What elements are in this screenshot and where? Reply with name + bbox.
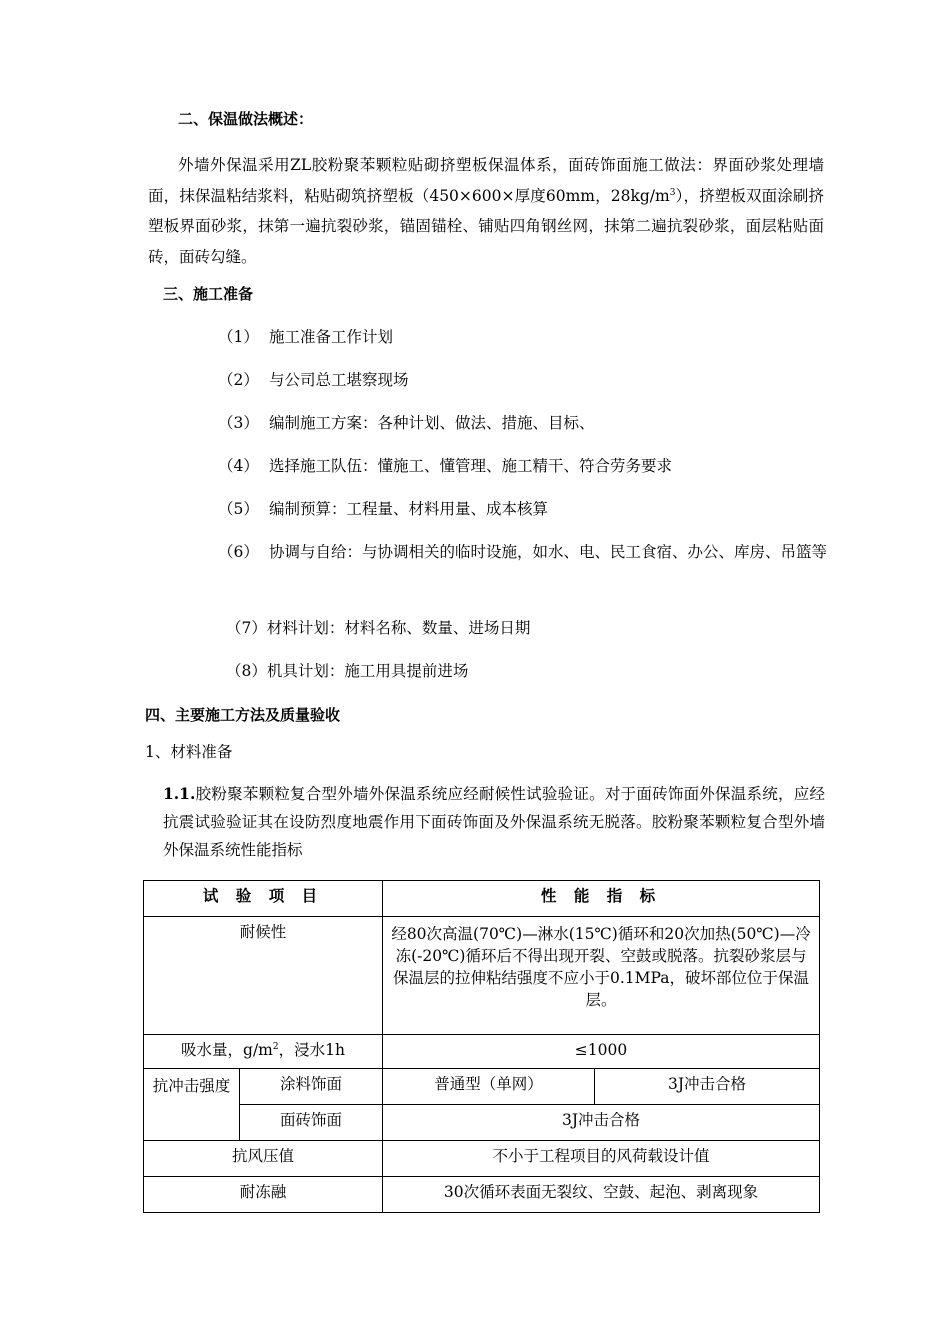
wind-value: 不小于工程项目的风荷载设计值 <box>383 1141 820 1177</box>
list-item-number: （1） <box>218 328 259 346</box>
table-row <box>144 1035 820 1069</box>
performance-table <box>143 880 820 1213</box>
list-item-number: （6） <box>218 543 259 561</box>
list-item: （7）材料计划：材料名称、数量、进场日期 <box>226 619 531 637</box>
water-value: ≤1000 <box>383 1035 820 1069</box>
list-item: 编制施工方案：各种计划、做法、措施、目标、 <box>269 414 595 432</box>
freeze-value: 30次循环表面无裂纹、空鼓、起泡、剥离现象 <box>383 1177 820 1213</box>
paragraph-number: 1.1. <box>163 784 196 803</box>
section2-paragraph <box>148 150 824 272</box>
subsection-title: 1、材料准备 <box>145 743 233 761</box>
tile-value: 3J冲击合格 <box>383 1105 820 1141</box>
table-row <box>144 1069 820 1105</box>
list-item-number: （3） <box>218 414 259 432</box>
list-item: 选择施工队伍：懂施工、懂管理、施工精干、符合劳务要求 <box>269 457 673 475</box>
section2-paragraph-a: 外墙外保温采用ZL胶粉聚苯颗粒贴砌挤塑板保温体系，面砖饰面施工做法：界面砂浆处理墙面，抹保温粘结浆料，粘贴砌筑挤塑板（450×600×厚度60mm，28kg/m <box>148 156 824 205</box>
list-item: 与公司总工堪察现场 <box>269 371 409 389</box>
table-row <box>144 1141 820 1177</box>
paragraph-text: 胶粉聚苯颗粒复合型外墙外保温系统应经耐候性试验验证。对于面砖饰面外保温系统，应经抗震试验验证其在设防烈度地震作用下面砖饰面及外保温系统无脱落。胶粉聚苯颗粒复合型外墙外保温系统性能指标 <box>163 785 825 859</box>
section2-paragraph-b: ），挤塑板双面涂刷挤塑板界面砂浆，抹第一遍抗裂砂浆，锚固锚栓、铺贴四角钢丝网，抹第二遍抗裂砂浆，面层粘贴面砖，面砖勾缝。 <box>148 186 824 266</box>
table-row <box>144 917 820 1035</box>
coating-label: 涂料饰面 <box>240 1069 383 1105</box>
section3-heading: 三、施工准备 <box>163 285 254 303</box>
list-item: （8）机具计划：施工用具提前进场 <box>226 662 469 680</box>
water-label-b: ，浸水1h <box>278 1041 345 1059</box>
square-superscript: 2 <box>272 1041 279 1052</box>
list-item: 编制预算：工程量、材料用量、成本核算 <box>269 500 549 518</box>
list-item: 施工准备工作计划 <box>269 328 394 346</box>
section2-heading: 二、保温做法概述： <box>178 110 314 128</box>
list-item-number: （4） <box>218 457 259 475</box>
table-header-row <box>144 881 820 917</box>
table-row <box>144 1177 820 1213</box>
header-test-item: 试 验 项 目 <box>144 881 383 917</box>
freeze-label: 耐冻融 <box>144 1177 383 1213</box>
water-label-a: 吸水量，g/m <box>181 1041 273 1059</box>
subsection-paragraph <box>163 780 825 864</box>
coating-type: 普通型（单网） <box>383 1069 595 1105</box>
impact-label: 抗冲击强度 <box>144 1069 240 1141</box>
list-item-number: （5） <box>218 500 259 518</box>
wind-label: 抗风压值 <box>144 1141 383 1177</box>
table-row <box>144 1105 820 1141</box>
weather-value: 经80次高温(70℃)—淋水(15℃)循环和20次加热(50℃)—冷冻(-20℃)循环后不得出现开裂、空鼓或脱落。抗裂砂浆层与保温层的拉伸粘结强度不应小于0.1MPa，破坏部位位于保温层。 <box>383 917 820 1035</box>
water-label <box>144 1035 383 1069</box>
list-item: 协调与自给：与协调相关的临时设施，如水、电、民工食宿、办公、库房、吊篮等 <box>269 543 828 561</box>
weather-label: 耐候性 <box>144 917 383 1035</box>
coating-value: 3J冲击合格 <box>595 1069 820 1105</box>
tile-label: 面砖饰面 <box>240 1105 383 1141</box>
list-item-number: （2） <box>218 371 259 389</box>
header-performance: 性 能 指 标 <box>383 881 820 917</box>
section4-heading: 四、主要施工方法及质量验收 <box>145 706 341 724</box>
cubic-superscript: 3 <box>669 187 676 198</box>
